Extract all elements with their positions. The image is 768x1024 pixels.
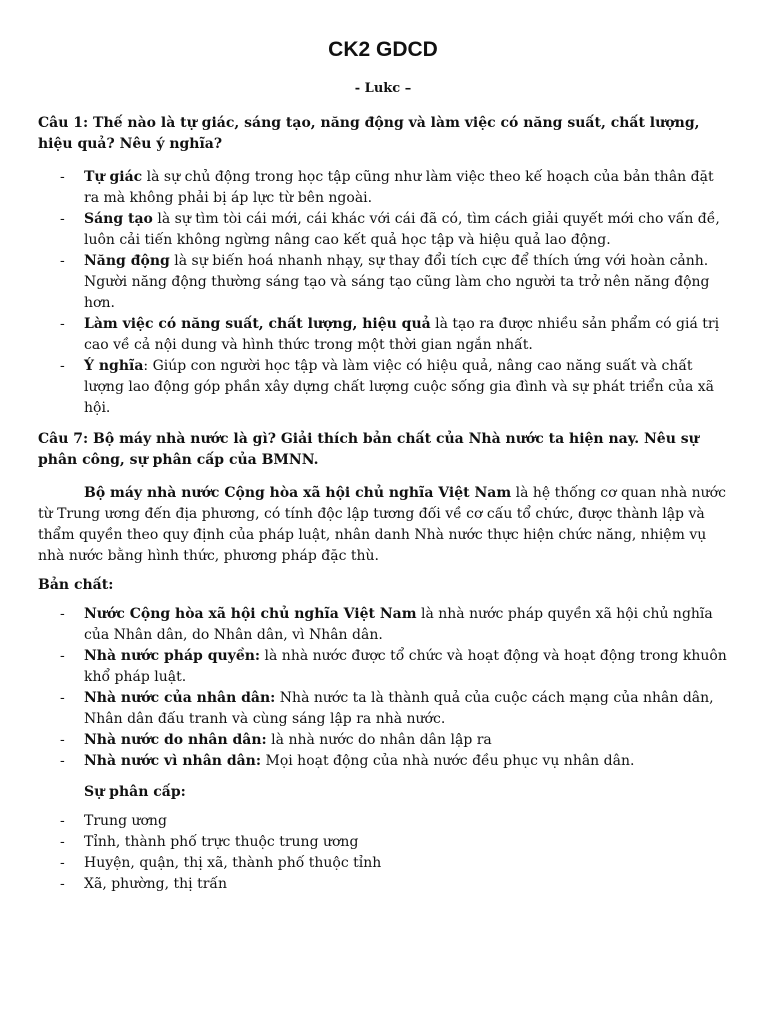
nature-list xyxy=(38,604,728,772)
list-item-text: là nhà nước được tổ chức và hoạt động và hoạt động trong khuôn khổ pháp luật. xyxy=(84,648,727,685)
document-author: - Lukc – xyxy=(354,81,412,96)
dash-marker: - xyxy=(60,316,65,332)
list-item-term: Tự giác xyxy=(84,169,143,185)
list-item-text: là nhà nước pháp quyền xã hội chủ nghĩa của Nhân dân, do Nhân dân, vì Nhân dân. xyxy=(84,606,713,643)
definition-paragraph xyxy=(38,483,728,567)
dash-marker: - xyxy=(60,876,65,892)
list-item-term: Làm việc có năng suất, chất lượng, hiệu quả xyxy=(84,316,431,332)
list-item-term: Ý nghĩa xyxy=(84,358,144,374)
list-item-text: Mọi hoạt động của nhà nước đều phục vụ nhân dân. xyxy=(261,753,635,769)
list-item xyxy=(38,251,728,314)
dash-marker: - xyxy=(60,732,65,748)
list-item xyxy=(38,646,728,688)
list-item-term: Năng động xyxy=(84,253,170,269)
list-item-text: là sự biến hoá nhanh nhạy, sự thay đổi tích cực để thích ứng với hoàn cảnh. Người năng động thường sáng tạo và sáng tạo cũng làm cho người ta trở nên năng động hơn. xyxy=(84,253,710,311)
list-item-term: Nhà nước vì nhân dân: xyxy=(84,753,262,769)
question-7: Câu 7: Bộ máy nhà nước là gì? Giải thích bản chất của Nhà nước ta hiện nay. Nêu sự phân công, sự phân cấp của BMNN. xyxy=(38,431,699,468)
list-item-text: là nhà nước do nhân dân lập ra xyxy=(266,732,492,748)
dash-marker: - xyxy=(60,753,65,769)
list-item xyxy=(38,811,728,832)
q1-list xyxy=(38,167,728,419)
dash-marker: - xyxy=(60,855,65,871)
list-item-term: Nhà nước do nhân dân: xyxy=(84,732,267,748)
list-item xyxy=(38,167,728,209)
list-item-text: là sự tìm tòi cái mới, cái khác với cái đã có, tìm cách giải quyết mới cho vấn đề, luôn cải tiến không ngừng nâng cao kết quả học tập và hiệu quả lao động. xyxy=(84,211,720,248)
list-item xyxy=(38,356,728,419)
dash-marker: - xyxy=(60,606,65,622)
list-item xyxy=(38,832,728,853)
dash-marker: - xyxy=(60,690,65,706)
dash-marker: - xyxy=(60,253,65,269)
list-item-text: : Giúp con người học tập và làm việc có hiệu quả, nâng cao năng suất và chất lượng lao động góp phần xây dựng chất lượng cuộc sống gia đình và sự phát triển của xã hội. xyxy=(84,358,715,416)
list-item-text: Trung ương xyxy=(84,813,167,829)
document-title: CK2 GDCD xyxy=(328,38,438,61)
list-item xyxy=(38,751,728,772)
dash-marker: - xyxy=(60,169,65,185)
dash-marker: - xyxy=(60,648,65,664)
dash-marker: - xyxy=(60,813,65,829)
list-item xyxy=(38,874,728,895)
list-item xyxy=(38,209,728,251)
dash-marker: - xyxy=(60,211,65,227)
list-item-term: Nước Cộng hòa xã hội chủ nghĩa Việt Nam xyxy=(84,606,417,622)
list-item xyxy=(38,314,728,356)
list-item xyxy=(38,730,728,751)
dash-marker: - xyxy=(60,358,65,374)
list-item-text: Tỉnh, thành phố trực thuộc trung ương xyxy=(84,834,359,850)
dash-marker: - xyxy=(60,834,65,850)
question-1: Câu 1: Thế nào là tự giác, sáng tạo, năng động và làm việc có năng suất, chất lượng, hiệu quả? Nêu ý nghĩa? xyxy=(38,115,700,152)
definition-term: Bộ máy nhà nước Cộng hòa xã hội chủ nghĩa Việt Nam xyxy=(84,485,512,501)
list-item-term: Nhà nước pháp quyền: xyxy=(84,648,261,664)
division-heading: Sự phân cấp: xyxy=(84,784,186,800)
division-list xyxy=(38,811,728,895)
list-item-text: là tạo ra được nhiều sản phẩm có giá trị cao về cả nội dung và hình thức trong một thời gian ngắn nhất. xyxy=(84,316,720,353)
list-item-term: Nhà nước của nhân dân: xyxy=(84,690,276,706)
list-item-term: Sáng tạo xyxy=(84,211,153,227)
list-item xyxy=(38,853,728,874)
list-item-text: Huyện, quận, thị xã, thành phố thuộc tỉnh xyxy=(84,855,382,871)
list-item xyxy=(38,604,728,646)
definition-text: là hệ thống cơ quan nhà nước từ Trung ương đến địa phương, có tính độc lập tương đối về cơ cấu tổ chức, được thành lập và thẩm quyền theo quy định của pháp luật, nhân danh Nhà nước thực hiện chức năng, nhiệm vụ nhà nước bằng hình thức, phương pháp đặc thù. xyxy=(38,485,726,564)
list-item xyxy=(38,688,728,730)
nature-heading: Bản chất: xyxy=(38,577,114,593)
list-item-text: là sự chủ động trong học tập cũng như làm việc theo kế hoạch của bản thân đặt ra mà không phải bị áp lực từ bên ngoài. xyxy=(84,169,714,206)
list-item-text: Nhà nước ta là thành quả của cuộc cách mạng của nhân dân, Nhân dân đấu tranh và cùng sáng lập ra nhà nước. xyxy=(84,690,714,727)
list-item-text: Xã, phường, thị trấn xyxy=(84,876,228,892)
